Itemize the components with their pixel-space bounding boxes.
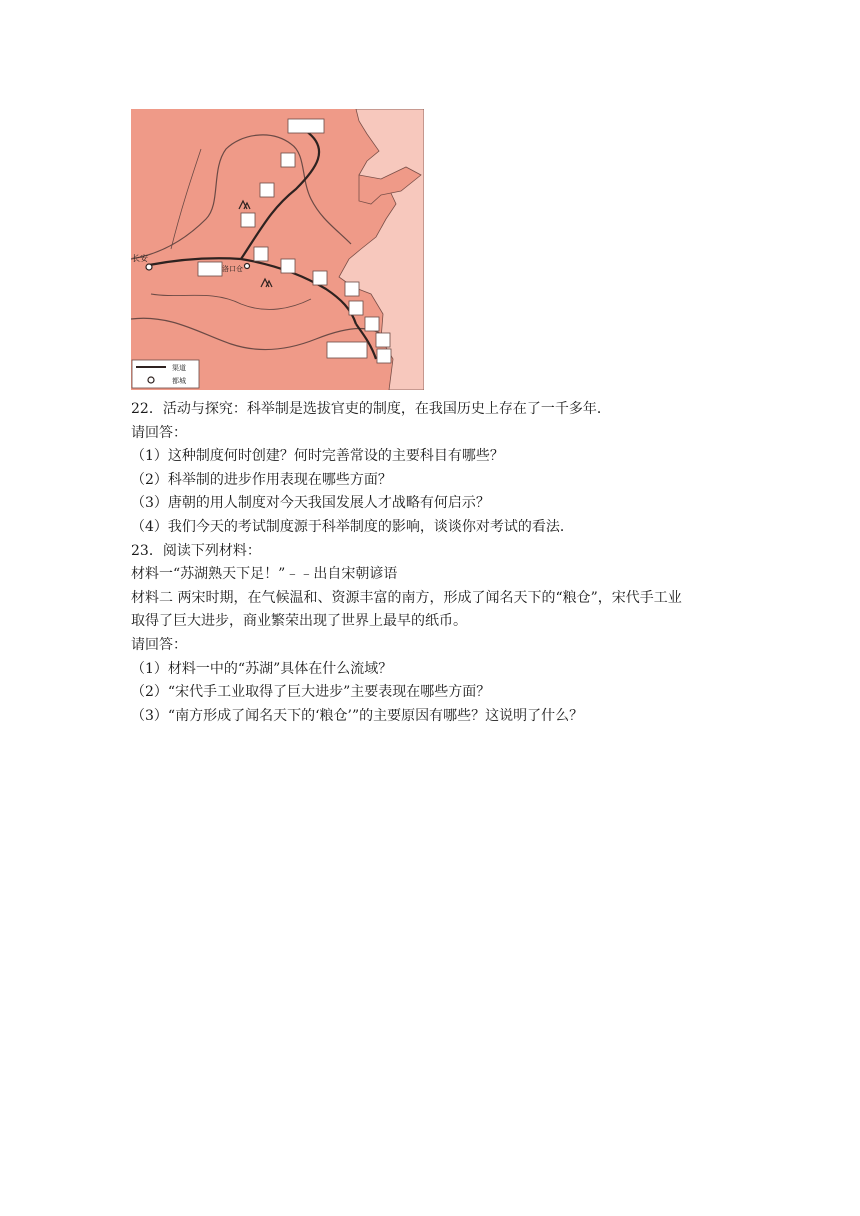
blank-box bbox=[260, 183, 274, 197]
label-luokou: 洛口仓 bbox=[222, 265, 243, 273]
blank-box bbox=[313, 271, 327, 285]
q23-item-1: （1）材料一中的“苏湖”具体在什么流域？ bbox=[131, 660, 393, 677]
question-content bbox=[131, 398, 741, 728]
capital-marker bbox=[245, 264, 250, 269]
q22-item-1: （1）这种制度何时创建？何时完善常设的主要科目有哪些？ bbox=[131, 448, 504, 465]
q23-prompt: 请回答： bbox=[131, 636, 187, 653]
map-legend bbox=[132, 360, 199, 388]
q22-prompt: 请回答： bbox=[131, 424, 187, 441]
blank-box bbox=[365, 317, 379, 331]
q22-item-3: （3）唐朝的用人制度对今天我国发展人才战略有何启示？ bbox=[131, 495, 490, 512]
q23-material-2-line-1: 材料二 两宋时期，在气候温和、资源丰富的南方，形成了闻名天下的“粮仓”，宋代手工业 bbox=[131, 589, 682, 606]
canal-map bbox=[131, 109, 424, 390]
q23-material-1: 材料一“苏湖熟天下足！”﹣﹣出自宋朝谚语 bbox=[131, 566, 398, 583]
blank-box bbox=[345, 282, 359, 296]
capital-marker bbox=[146, 264, 152, 270]
q23-item-3: （3）“南方形成了闻名天下的‘粮仓’”的主要原因有哪些？这说明了什么？ bbox=[131, 707, 584, 724]
q23-material-2-line-2: 取得了巨大进步，商业繁荣出现了世界上最早的纸币。 bbox=[131, 613, 467, 630]
legend-canal-label: 渠道 bbox=[172, 364, 186, 372]
blank-box bbox=[376, 333, 390, 347]
blank-box bbox=[349, 301, 363, 315]
q23-item-2: （2）“宋代手工业取得了巨大进步”主要表现在哪些方面？ bbox=[131, 684, 491, 701]
blank-box bbox=[377, 349, 391, 363]
blank-box bbox=[281, 259, 295, 273]
legend-capital-label: 都城 bbox=[172, 377, 186, 385]
q22-item-2: （2）科举制的进步作用表现在哪些方面？ bbox=[131, 471, 392, 488]
blank-box bbox=[327, 342, 367, 358]
blank-box bbox=[198, 262, 222, 276]
blank-box bbox=[254, 247, 268, 261]
q22-title: 22．活动与探究：科举制是选拔官吏的制度，在我国历史上存在了一千多年． bbox=[131, 401, 611, 417]
q22-item-4: （4）我们今天的考试制度源于科举制度的影响，谈谈你对考试的看法． bbox=[131, 518, 574, 535]
legend-capital-icon bbox=[148, 377, 154, 383]
q23-title: 23．阅读下列材料： bbox=[131, 542, 261, 559]
blank-box bbox=[281, 153, 295, 167]
blank-box bbox=[288, 119, 324, 133]
blank-box bbox=[241, 213, 255, 227]
label-changan: 长安 bbox=[132, 254, 148, 263]
